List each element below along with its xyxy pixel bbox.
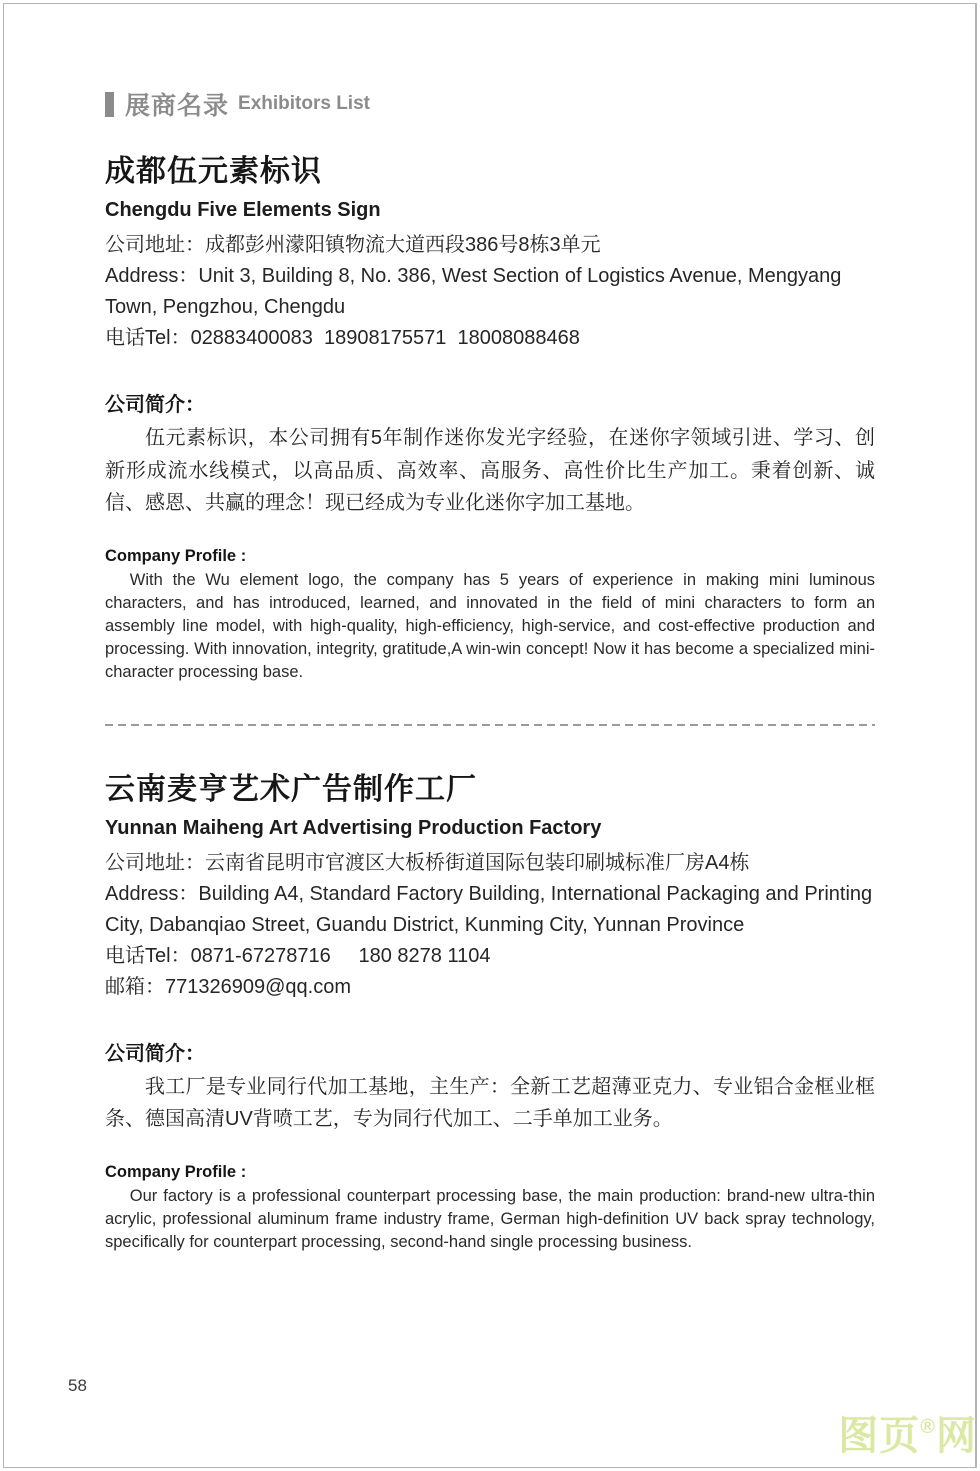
company-address-en: Address：Unit 3, Building 8, No. 386, West Section of Logistics Avenue, Mengyang Town, Pengzhou, Chengdu: [105, 265, 847, 318]
exhibitor-entry: [105, 153, 875, 684]
company-address-en: Address：Building A4, Standard Factory Building, International Packaging and Printing City, Dabanqiao Street, Guandu District, Kunming City, Yunnan Province: [105, 882, 878, 936]
profile-en-heading: Company Profile :: [105, 1162, 247, 1181]
company-name-en: Chengdu Five Elements Sign: [105, 199, 381, 221]
profile-zh-heading: 公司简介：: [105, 394, 205, 416]
dashed-divider: [105, 724, 875, 726]
company-tel: 电话Tel：02883400083 18908175571 18008088468: [105, 327, 580, 349]
registered-trademark-icon: ®: [920, 1416, 936, 1438]
header-bar-icon: [105, 92, 114, 117]
watermark-text-left: 图页: [838, 1414, 921, 1458]
page-content: [105, 86, 878, 1254]
watermark-text-right: 网: [936, 1414, 977, 1458]
section-title-zh: 展商名录: [125, 92, 230, 120]
watermark-logo: [838, 1413, 977, 1466]
company-address-zh: 公司地址：云南省昆明市官渡区大板桥街道国际包装印刷城标准厂房A4栋: [105, 851, 750, 874]
company-address-zh: 公司地址：成都彭州濛阳镇物流大道西段386号8栋3单元: [105, 234, 601, 256]
company-email: 邮箱：771326909@qq.com: [105, 975, 351, 998]
company-contact-info: [105, 848, 878, 1003]
company-name-en: Yunnan Maiheng Art Advertising Production Factory: [105, 816, 602, 839]
profile-zh-text: 我工厂是专业同行代加工基地，主生产：全新工艺超薄亚克力、专业铝合金框业框条、德国高清UV背喷工艺，专为同行代加工、二手单加工业务。: [105, 1075, 875, 1130]
exhibitor-entry: [105, 771, 878, 1254]
profile-zh-text: 伍元素标识，本公司拥有5年制作迷你发光字经验，在迷你字领域引进、学习、创新形成流水线模式，以高品质、高效率、高服务、高性价比生产加工。秉着创新、诚信、感恩、共赢的理念！现已经成为专业化迷你字加工基地。: [105, 427, 875, 514]
profile-zh-heading: 公司简介：: [105, 1042, 205, 1065]
profile-en-text: Our factory is a professional counterpart processing base, the main production: brand-new ultra-thin acrylic, professional aluminum frame industry frame, German high-definition UV back spray technology, specifically for counterpart processing, second-hand single processing business.: [105, 1186, 875, 1251]
profile-en-text: With the Wu element logo, the company has 5 years of experience in making mini luminous characters, and has introduced, learned, and innovated in the field of mini characters to form an assembly line model, with high-quality, high-efficiency, high-service, and cost-effective production and processing. With innovation, integrity, gratitude,A win-win concept! Now it has become a specialized mini-character processing base.: [105, 570, 875, 681]
company-name-zh: 云南麦亨艺术广告制作工厂: [105, 772, 477, 806]
company-contact-info: [105, 230, 875, 354]
company-tel: 电话Tel：0871-67278716 180 8278 1104: [105, 944, 491, 967]
section-header: [105, 86, 875, 122]
page-number: 58: [68, 1376, 87, 1395]
company-name-zh: 成都伍元素标识: [105, 155, 322, 188]
section-title-en: Exhibitors List: [238, 93, 370, 114]
profile-en-heading: Company Profile :: [105, 546, 247, 565]
